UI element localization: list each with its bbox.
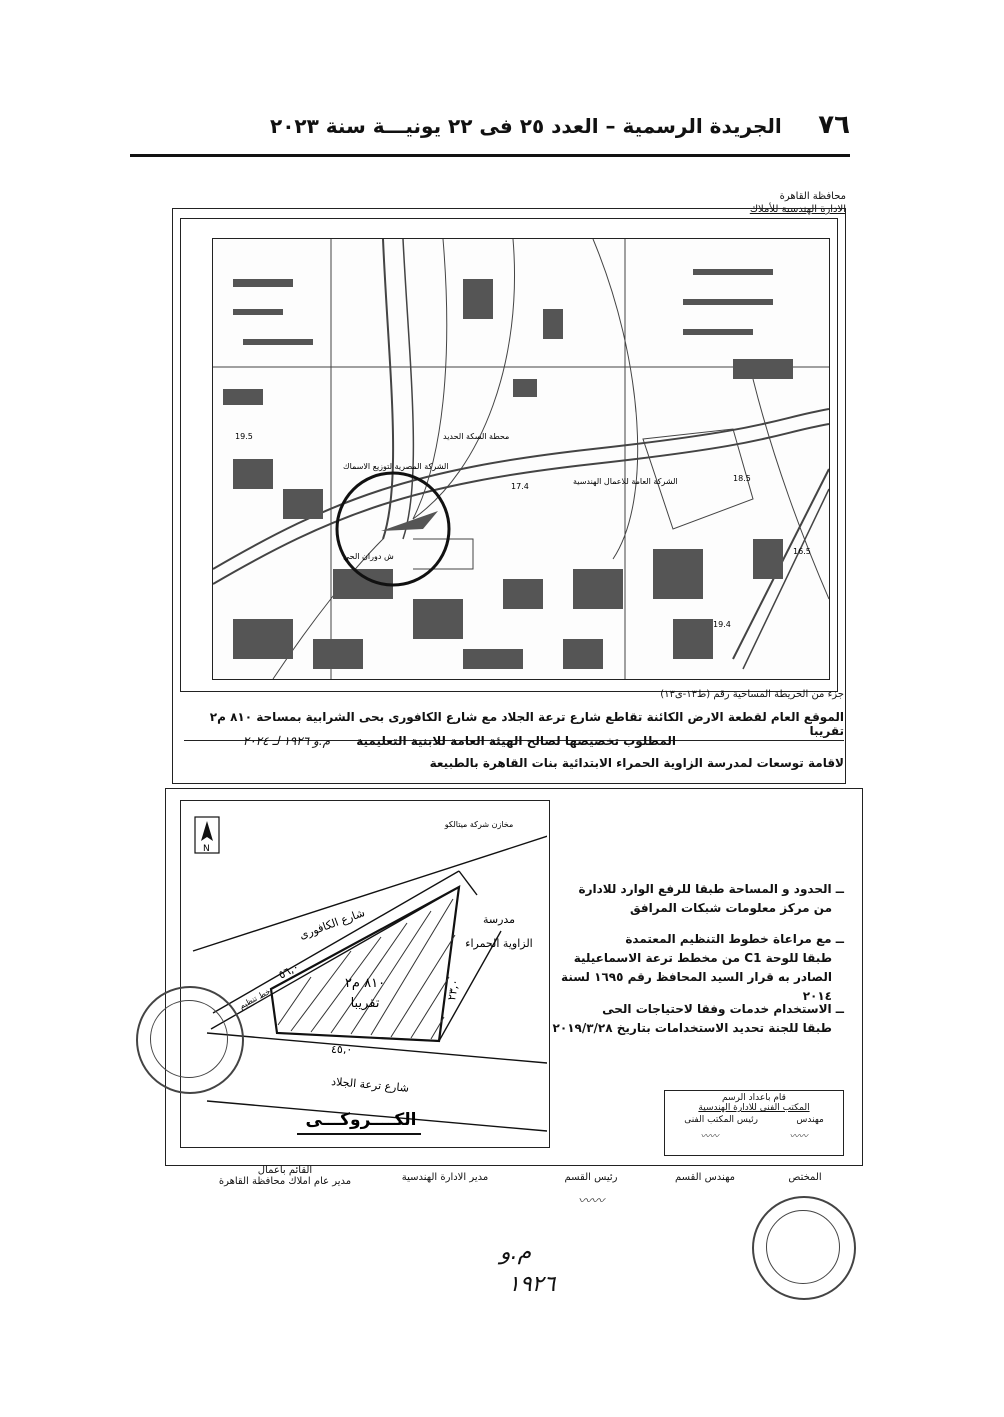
- official-seal-left: [136, 986, 244, 1094]
- map-drawing: [213, 239, 829, 679]
- caption-purpose: لاقامة توسعات لمدرسة الزاوية الحمراء الابتدائية بنات القاهرة بالطبيعة: [429, 756, 844, 770]
- header-divider: [130, 154, 850, 157]
- gazette-title: الجريدة الرسمية – العدد ٢٥ فى ٢٢ يونيـــة سنة ٢٠٢٣: [270, 114, 782, 138]
- map-label-company: الشركة العامة للاعمال الهندسية: [573, 477, 678, 486]
- note-3-line-1: ــ الاستخدام خدمات وفقا لاحتياجات الحى: [602, 1002, 844, 1016]
- sig-section-head: رئيس القسم: [564, 1172, 618, 1183]
- cadastral-map: [212, 238, 830, 680]
- note-1-line-2: من مركز معلومات شبكات المرافق: [629, 901, 832, 915]
- caption-handwritten-ref: م.و ١٩٢٦ لـ ٢٠٢٤: [242, 734, 330, 748]
- spot-height-d: 19.4: [713, 620, 731, 629]
- note-2-line-1: ــ مع مراعاة خطوط التنظيم المعتمدة: [625, 932, 844, 946]
- stores-label: مخازن شركة ميتالكو: [444, 820, 514, 829]
- prepared-by-office: المكتب الفنى للادارة الهندسية: [698, 1103, 810, 1113]
- sig-acting-line-1: القائم باعمال: [257, 1165, 313, 1176]
- north-arrow: [201, 821, 213, 841]
- official-seal-right: [752, 1196, 856, 1300]
- sig-acting: [205, 1165, 365, 1187]
- department-label: الادارة الهندسية للأملاك: [749, 204, 846, 215]
- area-label: ٨١٠ م٢: [344, 976, 386, 991]
- dim-top-label: ٥٦,٠: [276, 960, 302, 982]
- page-number: ٧٦: [818, 110, 850, 140]
- caption-allocation: المطلوب تخصيصها لصالح الهيئة العامة للابنية التعليمية: [356, 734, 676, 748]
- note-2-line-3: الصادر به قرار السيد المحافظ رقم ١٦٩٥ لسنة ٢٠١٤: [561, 970, 832, 1003]
- prepared-by-title: قام باعداد الرسم: [722, 1093, 786, 1103]
- sig-acting-line-2: مدير عام املاك محافظة القاهرة: [218, 1176, 352, 1187]
- planning-line-label: خط تنظيم: [237, 986, 272, 1011]
- spot-height-a: 17.4: [511, 482, 529, 491]
- handwritten-number: ١٩٢٦: [508, 1272, 556, 1297]
- signature-scribble-engineer: 〰〰: [789, 1132, 808, 1142]
- dim-right-label: ٢٣,٠: [445, 978, 462, 1002]
- spot-height-e: 18.5: [733, 474, 751, 483]
- school-label-1: مدرسة: [482, 913, 516, 926]
- kafoury-street-label: شارع الكافورى: [297, 906, 367, 942]
- spot-height-c: 16.5: [793, 547, 811, 556]
- sig-section-head-scribble: 〰〰: [577, 1194, 604, 1209]
- handwritten-ref: م.و: [500, 1240, 532, 1265]
- galad-street-label: شارع ترعة الجلاد: [330, 1075, 410, 1095]
- prepared-by-engineer: مهندس: [796, 1115, 824, 1125]
- prepared-by-box: [664, 1090, 844, 1156]
- caption-site-location: الموقع العام لقطعة الارض الكائنة تقاطع شارع ترعة الجلاد مع شارع الكافورى بحى الشرابية بمساحة ٨١٠ م٢ تقريبا: [184, 710, 844, 741]
- note-3-line-2: طبقا للجنة تحديد الاستخدامات بتاريخ ٢٠١٩/٣/٢٨: [552, 1021, 832, 1035]
- dim-bottom-label: ٤٥,٠: [331, 1043, 353, 1056]
- school-label-2: الزاوية الحمراء: [465, 937, 533, 950]
- note-2: [544, 930, 844, 1006]
- prepared-by-head: رئيس المكتب الفنى: [684, 1115, 758, 1125]
- map-label-metro: الشركة المصرية لتوزيع الاسماك: [343, 462, 449, 471]
- sketch-title: الكــــروكـــى: [305, 1110, 417, 1130]
- area-approx-label: تقريبا: [350, 996, 380, 1011]
- sig-eng-director: مدير الادارة الهندسية: [401, 1172, 489, 1183]
- note-3: [544, 1000, 844, 1038]
- sig-specialist: المختص: [788, 1172, 822, 1183]
- map-label-station: محطة السكة الحديد: [443, 432, 510, 441]
- site-sketch: [181, 801, 547, 1145]
- page-header: [130, 110, 850, 160]
- note-1-line-1: ــ الحدود و المساحة طبقا للرفع الوارد للادارة: [578, 882, 844, 896]
- note-1: [544, 880, 844, 918]
- map-source-note: جزء من الخريطة المساحية رقم (ط١٣-ى١٣): [660, 689, 844, 700]
- governorate-label: محافظة القاهرة: [779, 191, 846, 202]
- note-2-line-2: طبقا للوحة C1 من مخطط ترعة الاسماعيلية: [573, 951, 832, 965]
- map-label-street: ش دوران الحي: [343, 552, 394, 561]
- spot-height-b: 19.5: [235, 432, 253, 441]
- signature-scribble-head: 〰〰: [700, 1132, 719, 1142]
- north-label: N: [203, 844, 210, 854]
- sig-section-engineer: مهندس القسم: [674, 1172, 736, 1183]
